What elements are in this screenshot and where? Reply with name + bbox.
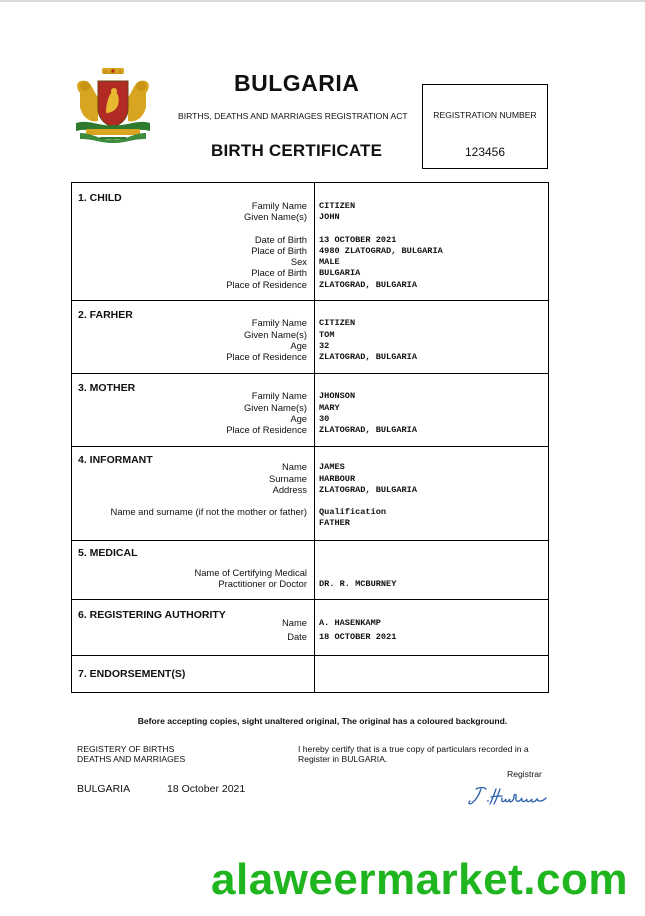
section-child-title: 1. CHILD	[78, 192, 122, 204]
section-endorsement-title: 7. ENDORSEMENT(S)	[78, 668, 186, 680]
informant-relation-label: Name and surname (if not the mother or father)	[110, 506, 307, 517]
registration-number-value: 123456	[464, 145, 506, 159]
issue-place: BULGARIA	[77, 783, 131, 795]
mother-residence-value: ZLATOGRAD, BULGARIA	[319, 425, 417, 435]
father-age-value: 32	[319, 341, 330, 351]
copy-notice: Before accepting copies, sight unaltered original, The original has a coloured background.	[137, 716, 508, 726]
informant-surname-value: HARBOUR	[319, 474, 356, 484]
mother-age-label: Age	[290, 413, 307, 424]
informant-relation-value: FATHER	[319, 518, 350, 528]
father-age-label: Age	[290, 340, 307, 351]
medical-practitioner-label-line1: Name of Certifying Medical	[194, 567, 307, 578]
registration-number-label: REGISTRATION NUMBER	[433, 110, 537, 120]
registrar-signature	[466, 785, 554, 807]
authority-name-value: A. HASENKAMP	[319, 618, 381, 628]
section-medical-title: 5. MEDICAL	[78, 547, 138, 559]
child-family-name-value: CITIZEN	[319, 201, 356, 211]
document-title: BIRTH CERTIFICATE	[211, 141, 383, 160]
section-mother-title: 3. MOTHER	[78, 382, 136, 394]
row-divider	[72, 373, 548, 374]
registry-line2: DEATHS AND MARRIAGES	[77, 754, 186, 764]
child-date-of-birth-label: Date of Birth	[254, 234, 307, 245]
father-given-names-label: Given Name(s)	[243, 329, 307, 340]
top-rule	[0, 0, 645, 2]
mother-family-name-value: JHONSON	[319, 391, 356, 401]
father-residence-value: ZLATOGRAD, BULGARIA	[319, 352, 417, 362]
child-residence-label: Place of Residence	[226, 279, 307, 290]
mother-age-value: 30	[319, 414, 330, 424]
authority-name-label: Name	[281, 617, 307, 628]
column-divider	[314, 183, 315, 692]
certify-line2: Register in BULGARIA.	[298, 754, 388, 764]
child-place-of-birth-label: Place of Birth	[251, 245, 307, 256]
child-given-names-value: JOHN	[319, 212, 340, 222]
section-authority-title: 6. REGISTERING AUTHORITY	[78, 609, 226, 621]
row-divider	[72, 655, 548, 656]
issue-date: 18 October 2021	[167, 783, 246, 795]
authority-date-label: Date	[287, 631, 307, 642]
registration-act: BIRTHS, DEATHS AND MARRIAGES REGISTRATION ACT	[178, 111, 408, 121]
row-divider	[72, 540, 548, 541]
child-date-of-birth-value: 13 OCTOBER 2021	[319, 235, 397, 245]
informant-qualification-label: Qualification	[319, 507, 387, 517]
father-family-name-label: Family Name	[251, 317, 307, 328]
watermark-text: alaweermarket.com	[211, 855, 628, 904]
authority-date-value: 18 OCTOBER 2021	[319, 632, 397, 642]
father-residence-label: Place of Residence	[226, 351, 307, 362]
informant-address-label: Address	[272, 484, 307, 495]
father-given-names-value: TOM	[319, 330, 335, 340]
child-place-of-birth-country-label: Place of Birth	[251, 267, 307, 278]
registration-number-box	[422, 84, 548, 169]
informant-name-value: JAMES	[319, 462, 345, 472]
row-divider	[72, 599, 548, 600]
medical-practitioner-label-line2: Practitioner or Doctor	[218, 578, 307, 589]
father-family-name-value: CITIZEN	[319, 318, 356, 328]
mother-given-names-value: MARY	[319, 403, 340, 413]
section-informant-title: 4. INFORMANT	[78, 454, 153, 466]
row-divider	[72, 300, 548, 301]
registry-line1: REGISTERY OF BIRTHS	[77, 744, 175, 754]
mother-family-name-label: Family Name	[251, 390, 307, 401]
mother-given-names-label: Given Name(s)	[243, 402, 307, 413]
coat-of-arms-icon	[70, 67, 156, 143]
child-sex-label: Sex	[290, 256, 307, 267]
section-father-title: 2. FARHER	[78, 309, 133, 321]
certify-line1: I hereby certify that is a true copy of particulars recorded in a	[298, 744, 529, 754]
medical-practitioner-value: DR. R. MCBURNEY	[319, 579, 397, 589]
informant-surname-label: Surname	[268, 473, 307, 484]
child-sex-value: MALE	[319, 257, 340, 267]
child-place-of-birth-country-value: BULGARIA	[319, 268, 361, 278]
mother-residence-label: Place of Residence	[226, 424, 307, 435]
row-divider	[72, 446, 548, 447]
informant-address-value: ZLATOGRAD, BULGARIA	[319, 485, 417, 495]
child-given-names-label: Given Name(s)	[243, 211, 307, 222]
child-residence-value: ZLATOGRAD, BULGARIA	[319, 280, 417, 290]
informant-name-label: Name	[281, 461, 307, 472]
child-family-name-label: Family Name	[251, 200, 307, 211]
registrar-label: Registrar	[507, 769, 542, 779]
child-place-of-birth-value: 4980 ZLATOGRAD, BULGARIA	[319, 246, 443, 256]
country-heading: BULGARIA	[234, 70, 360, 96]
certificate-table	[71, 182, 549, 693]
